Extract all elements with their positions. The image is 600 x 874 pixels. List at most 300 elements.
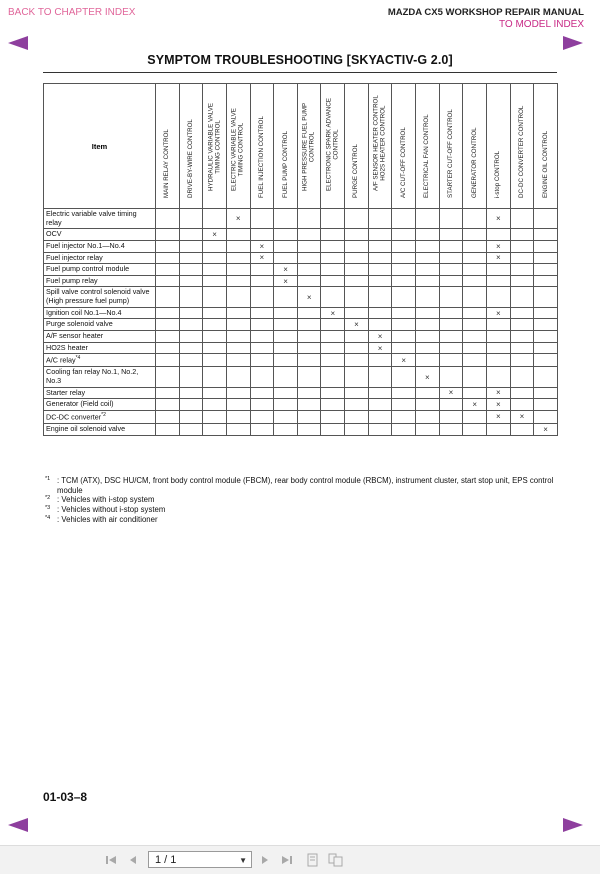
- chevron-down-icon: ▼: [239, 856, 247, 865]
- row-item-cell: [44, 367, 156, 387]
- mark-cell: [250, 319, 274, 331]
- previous-page-arrow-icon[interactable]: [8, 36, 28, 50]
- next-page-arrow-bottom-icon[interactable]: [563, 818, 583, 832]
- row-item-label: A/C relay: [46, 355, 76, 365]
- mark-cell: [416, 354, 440, 367]
- mark-cell: [179, 209, 203, 229]
- table-row: [44, 367, 558, 387]
- row-item-cell: [44, 287, 156, 307]
- two-page-view-icon[interactable]: [328, 853, 342, 867]
- mark-cell: [534, 209, 558, 229]
- row-item-cell: [44, 252, 156, 264]
- page-indicator: 1 / 1: [155, 854, 177, 866]
- mark-cell: [274, 367, 298, 387]
- mark-cell: [345, 367, 369, 387]
- mark-cell: [510, 423, 534, 435]
- mark-cell: [250, 307, 274, 319]
- mark-cell: [486, 275, 510, 287]
- column-header-label: A/C CUT-OFF CONTROL: [399, 126, 407, 198]
- column-header-label: ELECTRICAL FAN CONTROL: [423, 113, 431, 198]
- mark-cell: [179, 287, 203, 307]
- applicable-mark: ×: [377, 331, 383, 341]
- next-page-arrow-icon[interactable]: [563, 36, 583, 50]
- page-title: SYMPTOM TROUBLESHOOTING [SKYACTIV-G 2.0]: [147, 53, 453, 67]
- mark-cell: [321, 399, 345, 411]
- mark-cell: [156, 319, 180, 331]
- mark-cell: [392, 264, 416, 276]
- mark-cell: [321, 423, 345, 435]
- mark-cell: [534, 387, 558, 399]
- mark-cell: [156, 387, 180, 399]
- mark-cell: [510, 410, 534, 423]
- mark-cell: [368, 252, 392, 264]
- mark-cell: [203, 399, 227, 411]
- mark-cell: [226, 399, 250, 411]
- mark-cell: [486, 264, 510, 276]
- mark-cell: [345, 354, 369, 367]
- column-header: [274, 84, 298, 209]
- back-to-chapter-index-link[interactable]: BACK TO CHAPTER INDEX: [8, 7, 136, 18]
- mark-cell: [156, 229, 180, 241]
- mark-cell: [463, 331, 487, 343]
- mark-cell: [486, 331, 510, 343]
- page-number-select[interactable]: [148, 851, 252, 868]
- mark-cell: [179, 275, 203, 287]
- mark-cell: [179, 399, 203, 411]
- mark-cell: [274, 331, 298, 343]
- mark-cell: [392, 209, 416, 229]
- previous-page-icon[interactable]: [126, 853, 140, 867]
- mark-cell: [297, 423, 321, 435]
- mark-cell: [203, 275, 227, 287]
- row-item-label: Spill valve control solenoid valve (High pressure fuel pump): [46, 287, 150, 306]
- mark-cell: [345, 410, 369, 423]
- mark-cell: [203, 209, 227, 229]
- mark-cell: [345, 331, 369, 343]
- mark-cell: [463, 307, 487, 319]
- mark-cell: [345, 399, 369, 411]
- row-item-cell: [44, 240, 156, 252]
- mark-cell: [463, 354, 487, 367]
- column-header-label: FUEL INJECTION CONTROL: [257, 115, 265, 198]
- mark-cell: [250, 275, 274, 287]
- mark-cell: [392, 387, 416, 399]
- mark-cell: [534, 367, 558, 387]
- column-header-label: PURGE CONTROL: [352, 143, 360, 198]
- mark-cell: [179, 240, 203, 252]
- mark-cell: [534, 331, 558, 343]
- mark-cell: [321, 319, 345, 331]
- mark-cell: [156, 307, 180, 319]
- mark-cell: [534, 423, 558, 435]
- mark-cell: [226, 354, 250, 367]
- applicable-mark: ×: [495, 308, 501, 318]
- mark-cell: [392, 287, 416, 307]
- table-row: [44, 354, 558, 367]
- column-header: [463, 84, 487, 209]
- mark-cell: [368, 387, 392, 399]
- mark-cell: [368, 423, 392, 435]
- column-header-label: A/F SENSOR HEATER CONTROL HO2S HEATER CONTROL: [372, 95, 387, 191]
- table-row: [44, 287, 558, 307]
- column-header: [439, 84, 463, 209]
- applicable-mark: ×: [495, 388, 501, 398]
- symptom-troubleshooting-table: [43, 83, 558, 436]
- mark-cell: [486, 287, 510, 307]
- mark-cell: [416, 387, 440, 399]
- mark-cell: [439, 387, 463, 399]
- table-row: [44, 307, 558, 319]
- mark-cell: [439, 264, 463, 276]
- mark-cell: [203, 264, 227, 276]
- mark-cell: [274, 319, 298, 331]
- page-number: 01-03–8: [43, 790, 88, 804]
- column-header: [510, 84, 534, 209]
- applicable-mark: ×: [495, 412, 501, 422]
- mark-cell: [463, 399, 487, 411]
- mark-cell: [392, 342, 416, 354]
- column-header-label: ENGINE OIL CONTROL: [541, 130, 549, 198]
- mark-cell: [297, 342, 321, 354]
- mark-cell: [439, 209, 463, 229]
- row-item-label: Generator (Field coil): [46, 399, 114, 409]
- column-header: [416, 84, 440, 209]
- mark-cell: [274, 410, 298, 423]
- mark-cell: [203, 252, 227, 264]
- row-item-label: Fuel injector No.1—No.4: [46, 240, 125, 250]
- table-row: [44, 252, 558, 264]
- mark-cell: [156, 287, 180, 307]
- mark-cell: [463, 287, 487, 307]
- mark-cell: [250, 342, 274, 354]
- mark-cell: [510, 229, 534, 241]
- mark-cell: [368, 229, 392, 241]
- mark-cell: [203, 342, 227, 354]
- mark-cell: [179, 319, 203, 331]
- mark-cell: [416, 264, 440, 276]
- mark-cell: [439, 287, 463, 307]
- row-item-label: Electric variable valve timing relay: [46, 209, 137, 227]
- mark-cell: [416, 410, 440, 423]
- applicable-mark: ×: [472, 400, 477, 410]
- mark-cell: [486, 307, 510, 319]
- mark-cell: [345, 229, 369, 241]
- column-header-label: ELECTRIC VARIABLE VALVE TIMING CONTROL: [230, 108, 245, 191]
- mark-cell: [392, 410, 416, 423]
- mark-cell: [486, 399, 510, 411]
- column-header-label: FUEL PUMP CONTROL: [281, 130, 289, 198]
- mark-cell: [463, 410, 487, 423]
- mark-cell: [274, 229, 298, 241]
- mark-cell: [203, 307, 227, 319]
- mark-cell: [274, 354, 298, 367]
- mark-cell: [250, 423, 274, 435]
- mark-cell: [250, 399, 274, 411]
- mark-cell: [321, 229, 345, 241]
- mark-cell: [486, 423, 510, 435]
- mark-cell: [297, 264, 321, 276]
- footnote-text: : Vehicles without i-stop system: [57, 505, 166, 515]
- mark-cell: [392, 331, 416, 343]
- mark-cell: [226, 287, 250, 307]
- mark-cell: [534, 307, 558, 319]
- mark-cell: [321, 252, 345, 264]
- column-header: [368, 84, 392, 209]
- mark-cell: [439, 319, 463, 331]
- mark-cell: [156, 354, 180, 367]
- table-row: [44, 423, 558, 435]
- row-item-label: OCV: [46, 229, 62, 239]
- mark-cell: [203, 240, 227, 252]
- mark-cell: [250, 264, 274, 276]
- row-item-cell: [44, 354, 156, 367]
- title-divider: [43, 72, 557, 73]
- mark-cell: [368, 307, 392, 319]
- column-header: [345, 84, 369, 209]
- previous-page-arrow-bottom-icon[interactable]: [8, 818, 28, 832]
- mark-cell: [226, 342, 250, 354]
- first-page-icon[interactable]: [104, 853, 118, 867]
- row-item-label: Ignition coil No.1—No.4: [46, 307, 122, 317]
- applicable-mark: ×: [401, 355, 407, 365]
- mark-cell: [463, 367, 487, 387]
- mark-cell: [463, 423, 487, 435]
- applicable-mark: ×: [519, 412, 525, 422]
- mark-cell: [274, 209, 298, 229]
- mark-cell: [321, 209, 345, 229]
- table-row: [44, 387, 558, 399]
- column-header: [534, 84, 558, 209]
- mark-cell: [226, 319, 250, 331]
- mark-cell: [463, 387, 487, 399]
- applicable-mark: ×: [283, 276, 288, 286]
- mark-cell: [250, 209, 274, 229]
- mark-cell: [321, 342, 345, 354]
- row-item-cell: [44, 423, 156, 435]
- mark-cell: [392, 229, 416, 241]
- applicable-mark: ×: [495, 214, 501, 224]
- table-row: [44, 410, 558, 423]
- mark-cell: [203, 319, 227, 331]
- column-header: [226, 84, 250, 209]
- column-header-label: HIGH PRESSURE FUEL PUMP CONTROL: [301, 102, 316, 191]
- mark-cell: [179, 307, 203, 319]
- mark-cell: [368, 342, 392, 354]
- mark-cell: [321, 410, 345, 423]
- mark-cell: [156, 331, 180, 343]
- mark-cell: [203, 387, 227, 399]
- mark-cell: [203, 354, 227, 367]
- mark-cell: [510, 387, 534, 399]
- row-item-cell: [44, 275, 156, 287]
- mark-cell: [321, 275, 345, 287]
- mark-cell: [368, 354, 392, 367]
- mark-cell: [534, 252, 558, 264]
- table-row: [44, 399, 558, 411]
- mark-cell: [274, 240, 298, 252]
- table-row: [44, 209, 558, 229]
- row-item-cell: [44, 331, 156, 343]
- row-item-cell: [44, 209, 156, 229]
- mark-cell: [345, 307, 369, 319]
- mark-cell: [156, 275, 180, 287]
- mark-cell: [274, 287, 298, 307]
- mark-cell: [203, 229, 227, 241]
- column-header-label: DC-DC CONVERTER CONTROL: [517, 105, 525, 198]
- column-header: [392, 84, 416, 209]
- mark-cell: [463, 319, 487, 331]
- mark-cell: [510, 331, 534, 343]
- column-header-label: ELECTRONIC SPARK ADVANCE CONTROL: [325, 98, 339, 191]
- mark-cell: [368, 367, 392, 387]
- mark-cell: [534, 319, 558, 331]
- row-item-cell: [44, 342, 156, 354]
- footnote-marker: *3: [45, 505, 51, 512]
- mark-cell: [486, 240, 510, 252]
- mark-cell: [156, 240, 180, 252]
- manual-title: MAZDA CX5 WORKSHOP REPAIR MANUAL: [387, 7, 584, 18]
- next-page-icon[interactable]: [258, 853, 272, 867]
- mark-cell: [156, 252, 180, 264]
- table-row: [44, 331, 558, 343]
- column-header: [250, 84, 274, 209]
- applicable-mark: ×: [543, 424, 548, 434]
- item-column-header: Item: [44, 84, 156, 209]
- mark-cell: [463, 240, 487, 252]
- mark-cell: [534, 240, 558, 252]
- row-item-footnote-marker: *4: [75, 355, 81, 362]
- table-row: [44, 342, 558, 354]
- footnote-marker: *1: [45, 476, 51, 482]
- mark-cell: [416, 342, 440, 354]
- row-item-cell: [44, 307, 156, 319]
- mark-cell: [416, 307, 440, 319]
- mark-cell: [345, 252, 369, 264]
- mark-cell: [297, 319, 321, 331]
- mark-cell: [510, 399, 534, 411]
- mark-cell: [250, 331, 274, 343]
- mark-cell: [510, 342, 534, 354]
- footnote: [45, 476, 555, 495]
- mark-cell: [463, 275, 487, 287]
- mark-cell: [297, 307, 321, 319]
- footnote-marker: *2: [45, 495, 51, 502]
- mark-cell: [510, 319, 534, 331]
- mark-cell: [156, 367, 180, 387]
- mark-cell: [226, 264, 250, 276]
- mark-cell: [274, 423, 298, 435]
- mark-cell: [345, 423, 369, 435]
- row-item-cell: [44, 399, 156, 411]
- mark-cell: [297, 367, 321, 387]
- mark-cell: [463, 252, 487, 264]
- mark-cell: [510, 287, 534, 307]
- mark-cell: [486, 367, 510, 387]
- mark-cell: [345, 387, 369, 399]
- mark-cell: [486, 229, 510, 241]
- mark-cell: [250, 287, 274, 307]
- mark-cell: [392, 367, 416, 387]
- column-header-label: HYDRAULIC VARIABLE VALVE TIMING CONTROL: [207, 102, 221, 191]
- column-header-label: GENERATOR CONTROL: [470, 126, 478, 198]
- mark-cell: [274, 307, 298, 319]
- mark-cell: [439, 229, 463, 241]
- mark-cell: [274, 399, 298, 411]
- mark-cell: [368, 410, 392, 423]
- mark-cell: [297, 275, 321, 287]
- footnote-text: : TCM (ATX), DSC HU/CM, front body control module (FBCM), rear body control module (RBCM), instrument cluster, start stop unit, EPS control module: [57, 476, 554, 495]
- mark-cell: [179, 331, 203, 343]
- mark-cell: [510, 209, 534, 229]
- mark-cell: [486, 319, 510, 331]
- single-page-view-icon[interactable]: [306, 853, 320, 867]
- applicable-mark: ×: [235, 214, 241, 224]
- mark-cell: [463, 264, 487, 276]
- mark-cell: [439, 354, 463, 367]
- row-item-label: Fuel pump relay: [46, 275, 98, 285]
- footnote: [45, 495, 555, 505]
- applicable-mark: ×: [330, 308, 336, 318]
- row-item-label: Engine oil solenoid valve: [46, 423, 126, 433]
- mark-cell: [297, 252, 321, 264]
- row-item-label: Purge solenoid valve: [46, 319, 113, 329]
- mark-cell: [416, 275, 440, 287]
- mark-cell: [510, 354, 534, 367]
- mark-cell: [226, 423, 250, 435]
- mark-cell: [250, 387, 274, 399]
- mark-cell: [416, 423, 440, 435]
- mark-cell: [416, 240, 440, 252]
- applicable-mark: ×: [283, 265, 288, 275]
- mark-cell: [534, 399, 558, 411]
- mark-cell: [297, 410, 321, 423]
- mark-cell: [463, 209, 487, 229]
- mark-cell: [226, 240, 250, 252]
- mark-cell: [416, 209, 440, 229]
- mark-cell: [486, 354, 510, 367]
- mark-cell: [274, 275, 298, 287]
- mark-cell: [439, 275, 463, 287]
- mark-cell: [416, 367, 440, 387]
- column-header: [179, 84, 203, 209]
- mark-cell: [534, 354, 558, 367]
- mark-cell: [439, 399, 463, 411]
- mark-cell: [368, 331, 392, 343]
- applicable-mark: ×: [495, 241, 501, 251]
- row-item-cell: [44, 410, 156, 423]
- mark-cell: [416, 399, 440, 411]
- applicable-mark: ×: [354, 320, 359, 330]
- mark-cell: [226, 410, 250, 423]
- mark-cell: [156, 209, 180, 229]
- column-header-label: DRIVE-BY-WIRE CONTROL: [186, 118, 194, 198]
- row-item-cell: [44, 264, 156, 276]
- mark-cell: [510, 307, 534, 319]
- mark-cell: [439, 252, 463, 264]
- last-page-icon[interactable]: [280, 853, 294, 867]
- mark-cell: [486, 342, 510, 354]
- mark-cell: [345, 319, 369, 331]
- footnote-text: : Vehicles with air conditioner: [57, 514, 158, 524]
- mark-cell: [321, 367, 345, 387]
- applicable-mark: ×: [495, 253, 501, 263]
- to-model-index-link[interactable]: TO MODEL INDEX: [498, 19, 584, 30]
- table-row: [44, 275, 558, 287]
- row-item-cell: [44, 387, 156, 399]
- mark-cell: [416, 229, 440, 241]
- applicable-mark: ×: [259, 241, 265, 251]
- mark-cell: [179, 264, 203, 276]
